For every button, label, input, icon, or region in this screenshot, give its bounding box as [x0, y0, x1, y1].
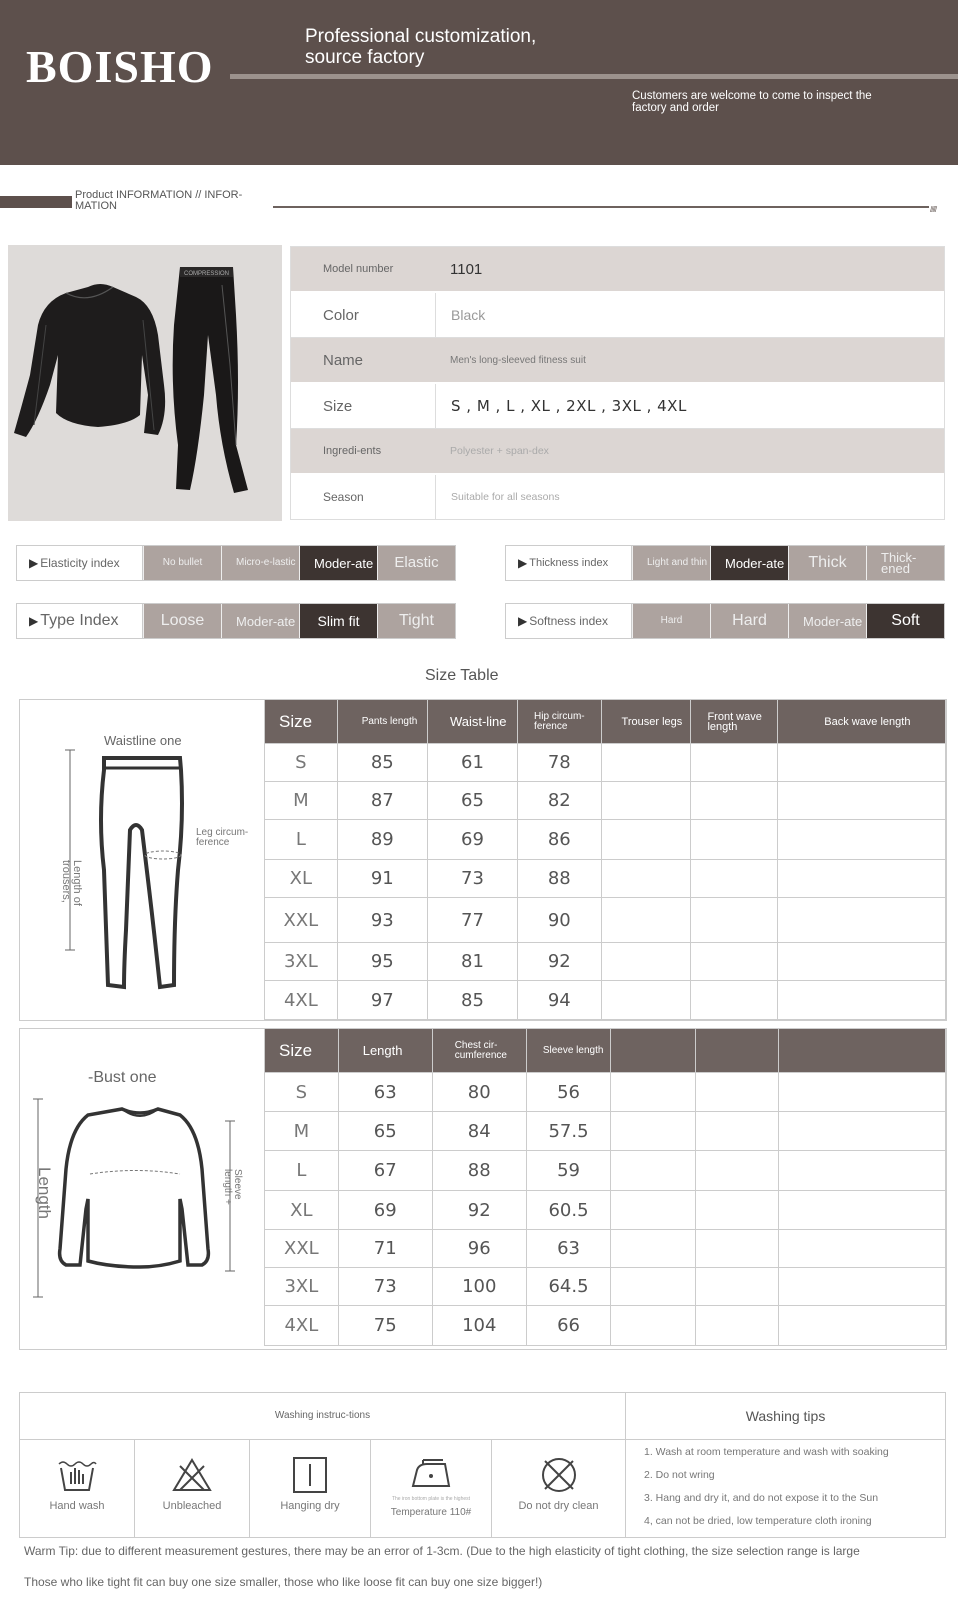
value-cell: 96 [432, 1230, 526, 1268]
pants-diagram-icon [50, 740, 230, 1000]
empty-cell [778, 782, 946, 820]
softness-option: Moder-ate [788, 604, 866, 638]
info-row-name [291, 338, 944, 384]
elasticity-option: Micro-e-lastic [221, 546, 299, 580]
info-label: Color [323, 306, 359, 324]
compression-suit-illustration [8, 245, 282, 521]
elasticity-index-label: ▶ Elasticity index [17, 546, 143, 580]
col-header: Length [338, 1029, 432, 1073]
value-cell: 73 [338, 1268, 432, 1306]
type-option-selected: Slim fit [299, 604, 377, 638]
table-row [265, 860, 946, 898]
value-cell: 69 [427, 820, 517, 860]
empty-cell [696, 1191, 779, 1230]
empty-cell [691, 782, 778, 820]
size-cell: L [265, 1151, 339, 1191]
waist-label: Waistline one [104, 733, 182, 748]
empty-cell [696, 1230, 779, 1268]
empty-cell [611, 1268, 696, 1306]
size-cell: 3XL [265, 943, 338, 981]
triangle-icon: ▶ [518, 614, 528, 628]
thickness-option: Light and thin [632, 546, 710, 580]
bust-label: -Bust one [88, 1069, 157, 1086]
value-cell: 61 [427, 744, 517, 782]
value-cell: 93 [337, 898, 427, 943]
size-cell: XL [265, 1191, 339, 1230]
info-value: Suitable for all seasons [435, 475, 944, 519]
empty-cell [779, 1151, 946, 1191]
section-divider [273, 206, 929, 208]
thickness-index [505, 545, 945, 581]
table-row [265, 1073, 946, 1112]
empty-cell [779, 1268, 946, 1306]
empty-cell [779, 1306, 946, 1346]
triangle-icon: ▶ [29, 556, 39, 570]
unbleached-icon [172, 1456, 212, 1494]
value-cell: 71 [338, 1230, 432, 1268]
table-row [265, 744, 946, 782]
size-table-title: Size Table [425, 667, 499, 684]
empty-cell [611, 1112, 696, 1151]
softness-option: Hard [632, 604, 710, 638]
value-cell: 88 [518, 860, 601, 898]
col-header: Front wave length [691, 700, 778, 744]
info-row-size [291, 384, 944, 429]
triangle-icon: ▶ [518, 556, 528, 570]
elasticity-index [16, 545, 456, 581]
info-row-model [291, 247, 944, 293]
hand-wash-cell [20, 1440, 135, 1537]
empty-cell [778, 898, 946, 943]
value-cell: 95 [337, 943, 427, 981]
sleeve-length-label: Sleeve length + [222, 1169, 243, 1205]
elasticity-option: Elastic [377, 546, 455, 580]
value-cell: 63 [526, 1230, 610, 1268]
elasticity-option-selected: Moder-ate [299, 546, 377, 580]
value-cell: 92 [518, 943, 601, 981]
empty-cell [779, 1112, 946, 1151]
table-row [265, 1306, 946, 1346]
info-label: Season [323, 490, 364, 504]
empty-cell [696, 1073, 779, 1112]
size-cell: M [265, 782, 338, 820]
iron-label: Temperature 110# [390, 1507, 472, 1518]
value-cell: 66 [526, 1306, 610, 1346]
table-row [265, 981, 946, 1020]
value-cell: 91 [337, 860, 427, 898]
value-cell: 78 [518, 744, 601, 782]
size-cell: S [265, 744, 338, 782]
empty-cell [779, 1191, 946, 1230]
hand-wash-label: Hand wash [49, 1500, 105, 1512]
empty-cell [696, 1306, 779, 1346]
info-value: Polyester + span-dex [450, 445, 549, 457]
softness-option-selected: Soft [866, 604, 944, 638]
section-bar [0, 196, 72, 208]
info-row-season [291, 475, 944, 519]
info-row-ingredients [291, 429, 944, 475]
size-cell: XXL [265, 898, 338, 943]
header-welcome: Customers are welcome to come to inspect the factory and order [632, 90, 872, 114]
brand-logo: BOISHO [26, 41, 214, 92]
washing-instructions-header: Washing instruc-tions [20, 1393, 626, 1440]
value-cell: 86 [518, 820, 601, 860]
empty-cell [601, 943, 691, 981]
value-cell: 85 [337, 744, 427, 782]
col-header: Waist-line [427, 700, 517, 744]
empty-cell [611, 1151, 696, 1191]
unbleached-cell [135, 1440, 250, 1537]
info-value: Black [435, 293, 944, 337]
value-cell: 88 [432, 1151, 526, 1191]
value-cell: 84 [432, 1112, 526, 1151]
shirt-size-table [19, 1028, 947, 1350]
iron-note: The iron bottom plate is the highest [391, 1496, 471, 1502]
product-image [8, 245, 282, 521]
type-option: Tight [377, 604, 455, 638]
value-cell: 73 [427, 860, 517, 898]
no-dry-clean-icon [539, 1456, 579, 1494]
empty-cell [611, 1230, 696, 1268]
table-row [265, 1191, 946, 1230]
shirt-size-grid [264, 1028, 946, 1346]
size-cell: 3XL [265, 1268, 339, 1306]
value-cell: 80 [432, 1073, 526, 1112]
value-cell: 92 [432, 1191, 526, 1230]
empty-cell [691, 860, 778, 898]
pants-size-table [19, 699, 947, 1021]
table-row [265, 820, 946, 860]
col-header: Hip circum-ference [518, 700, 601, 744]
value-cell: 82 [518, 782, 601, 820]
hand-wash-icon [57, 1456, 97, 1494]
info-row-color [291, 293, 944, 338]
thickness-option: Thick-ened [866, 546, 944, 580]
value-cell: 97 [337, 981, 427, 1020]
info-label: Ingredi-ents [323, 444, 382, 457]
empty-cell [691, 943, 778, 981]
triangle-icon: ▶ [29, 614, 39, 628]
empty-cell [779, 1230, 946, 1268]
value-cell: 67 [338, 1151, 432, 1191]
value-cell: 63 [338, 1073, 432, 1112]
size-cell: XXL [265, 1230, 339, 1268]
value-cell: 81 [427, 943, 517, 981]
size-cell: M [265, 1112, 339, 1151]
type-index [16, 603, 456, 639]
shirt-diagram-icon [30, 1089, 260, 1339]
iron-cell [371, 1440, 492, 1537]
softness-option: Hard [710, 604, 788, 638]
table-row [265, 1230, 946, 1268]
no-dry-clean-label: Do not dry clean [518, 1500, 599, 1512]
type-option: Loose [143, 604, 221, 638]
info-value: Men's long-sleeved fitness suit [450, 354, 586, 366]
shirt-length-label: Length [35, 1167, 54, 1219]
value-cell: 56 [526, 1073, 610, 1112]
value-cell: 75 [338, 1306, 432, 1346]
size-cell: 4XL [265, 1306, 339, 1346]
empty-cell [611, 1073, 696, 1112]
size-cell: L [265, 820, 338, 860]
info-label: Name [323, 351, 364, 369]
info-label: Model number [323, 262, 394, 275]
col-header: Chest cir-cumference [432, 1029, 526, 1073]
value-cell: 90 [518, 898, 601, 943]
washing-tips-list [644, 1441, 924, 1533]
empty-cell [696, 1151, 779, 1191]
waistband-text: COMPRESSION [184, 271, 230, 277]
hanging-dry-label: Hanging dry [280, 1500, 340, 1512]
value-cell: 87 [337, 782, 427, 820]
col-header: Back wave length [778, 700, 946, 744]
trouser-length-label: Length of trousers, [60, 860, 83, 906]
value-cell: 100 [432, 1268, 526, 1306]
header-tagline [305, 26, 605, 68]
empty-cell [778, 860, 946, 898]
value-cell: 59 [526, 1151, 610, 1191]
thickness-option: Thick [788, 546, 866, 580]
softness-index [505, 603, 945, 639]
value-cell: 69 [338, 1191, 432, 1230]
empty-cell [601, 782, 691, 820]
size-cell: XL [265, 860, 338, 898]
empty-cell [778, 943, 946, 981]
hanging-dry-icon [290, 1456, 330, 1494]
table-row [265, 898, 946, 943]
empty-cell [778, 981, 946, 1020]
type-index-label: ▶ Type Index [17, 604, 143, 638]
unbleached-label: Unbleached [162, 1500, 222, 1512]
value-cell: 94 [518, 981, 601, 1020]
empty-cell [696, 1268, 779, 1306]
empty-cell [778, 744, 946, 782]
tip-item: 3. Hang and dry it, and do not expose it to the Sun [644, 1492, 879, 1504]
info-label: Size [323, 397, 353, 415]
thickness-index-label: ▶ Thickness index [506, 546, 632, 580]
table-row [265, 1151, 946, 1191]
empty-cell [696, 1112, 779, 1151]
section-hatch: ///// [930, 205, 937, 214]
value-cell: 85 [427, 981, 517, 1020]
tip-item: 1. Wash at room temperature and wash with soaking [644, 1446, 889, 1458]
thickness-option-selected: Moder-ate [710, 546, 788, 580]
size-cell: 4XL [265, 981, 338, 1020]
elasticity-option: No bullet [143, 546, 221, 580]
value-cell: 89 [337, 820, 427, 860]
empty-cell [601, 744, 691, 782]
value-cell: 60.5 [526, 1191, 610, 1230]
warm-tip: Warm Tip: due to different measurement gestures, there may be an error of 1-3cm. (Due to the high elasticity of tight clothing, the size selection range is large [24, 1544, 860, 1558]
size-cell: S [265, 1073, 339, 1112]
empty-cell [691, 744, 778, 782]
iron-icon [409, 1456, 453, 1494]
col-header: Size [265, 700, 338, 744]
no-dry-clean-cell [492, 1440, 626, 1537]
empty-cell [691, 981, 778, 1020]
empty-cell [691, 898, 778, 943]
value-cell: 65 [338, 1112, 432, 1151]
empty-cell [611, 1191, 696, 1230]
table-row [265, 1112, 946, 1151]
tip-item: 4, can not be dried, low temperature cloth ironing [644, 1515, 872, 1527]
value-cell: 64.5 [526, 1268, 610, 1306]
value-cell: 104 [432, 1306, 526, 1346]
value-cell: 77 [427, 898, 517, 943]
tip-item: 2. Do not wring [644, 1469, 715, 1481]
value-cell: 57.5 [526, 1112, 610, 1151]
value-cell: 65 [427, 782, 517, 820]
table-row [265, 782, 946, 820]
info-value: S , M , L , XL , 2XL , 3XL , 4XL [435, 384, 944, 428]
empty-cell [778, 820, 946, 860]
tagline-line-2: source factory [305, 47, 425, 68]
empty-cell [601, 981, 691, 1020]
warm-tip-2: Those who like tight fit can buy one size smaller, those who like loose fit can buy one size bigger!) [24, 1575, 543, 1589]
col-header: Sleeve length [526, 1029, 610, 1073]
empty-cell [601, 820, 691, 860]
col-header: Pants length [337, 700, 427, 744]
empty-cell [611, 1306, 696, 1346]
empty-cell [691, 820, 778, 860]
empty-cell [601, 860, 691, 898]
empty-cell [601, 898, 691, 943]
hanging-dry-cell [250, 1440, 371, 1537]
table-row [265, 943, 946, 981]
empty-cell [779, 1073, 946, 1112]
product-info-table [290, 246, 945, 520]
washing-tips-header: Washing tips [626, 1393, 945, 1440]
pants-size-grid [264, 699, 946, 1020]
info-value: 1101 [450, 260, 483, 278]
col-header: Size [265, 1029, 339, 1073]
col-header: Trouser legs [601, 700, 691, 744]
table-row [265, 1268, 946, 1306]
header-divider [230, 74, 958, 79]
softness-index-label: ▶ Softness index [506, 604, 632, 638]
section-title: Product INFORMATION // INFOR-MATION [75, 189, 243, 212]
type-option: Moder-ate [221, 604, 299, 638]
tagline-line-1: Professional customization, [305, 26, 537, 47]
leg-label: Leg circum-ference [196, 827, 249, 848]
